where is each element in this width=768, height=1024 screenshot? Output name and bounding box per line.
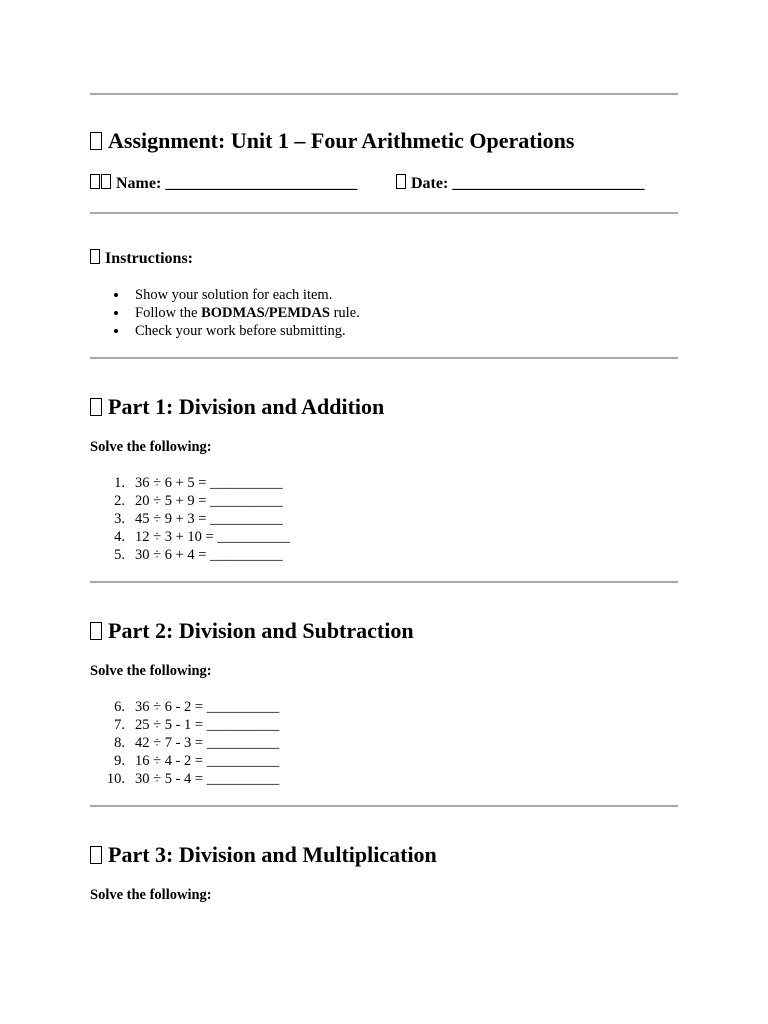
part-1-prompt: Solve the following: xyxy=(90,439,212,455)
date-field xyxy=(396,174,644,193)
bullet-icon xyxy=(114,293,118,297)
list-item: 9. 16 ÷ 4 - 2 = __________ xyxy=(114,753,280,769)
list-item: 7. 25 ÷ 5 - 1 = __________ xyxy=(114,717,280,733)
name-label: Name: ________________________ xyxy=(116,175,358,192)
missing-emoji-icon xyxy=(90,622,102,640)
missing-emoji-icon xyxy=(396,174,406,189)
divider xyxy=(90,357,678,359)
part-3-prompt: Solve the following: xyxy=(90,887,212,903)
part-1-title: Part 1: Division and Addition xyxy=(90,394,384,420)
divider xyxy=(90,805,678,807)
missing-emoji-icon xyxy=(90,398,102,416)
list-item: 5. 30 ÷ 6 + 4 = __________ xyxy=(114,547,283,563)
missing-emoji-icon xyxy=(90,249,100,264)
name-field xyxy=(90,174,357,193)
list-item: 10. 30 ÷ 5 - 4 = __________ xyxy=(106,771,280,787)
list-item: 2. 20 ÷ 5 + 9 = __________ xyxy=(114,493,283,509)
part-2-prompt: Solve the following: xyxy=(90,663,212,679)
part-1-problems xyxy=(90,474,290,564)
part-3-title: Part 3: Division and Multiplication xyxy=(90,842,437,868)
instructions-list xyxy=(90,286,360,340)
list-item: 8. 42 ÷ 7 - 3 = __________ xyxy=(114,735,280,751)
date-label: Date: ________________________ xyxy=(411,175,645,192)
part-2-problems xyxy=(90,698,279,788)
divider xyxy=(90,581,678,583)
divider xyxy=(90,212,678,214)
list-item: 6. 36 ÷ 6 - 2 = __________ xyxy=(114,699,280,715)
list-item: 3. 45 ÷ 9 + 3 = __________ xyxy=(114,511,283,527)
list-item: Follow the BODMAS/PEMDAS rule. xyxy=(90,304,360,322)
missing-emoji-icon xyxy=(90,132,102,150)
page-title: Assignment: Unit 1 – Four Arithmetic Operations xyxy=(90,128,574,154)
list-item: Show your solution for each item. xyxy=(90,286,360,304)
missing-emoji-icon xyxy=(90,846,102,864)
bullet-icon xyxy=(114,329,118,333)
list-item: Check your work before submitting. xyxy=(90,322,360,340)
instructions-heading: Instructions: xyxy=(90,249,193,268)
missing-emoji-icon xyxy=(90,174,100,189)
bullet-icon xyxy=(114,311,118,315)
list-item: 1. 36 ÷ 6 + 5 = __________ xyxy=(114,475,283,491)
part-2-title: Part 2: Division and Subtraction xyxy=(90,618,414,644)
list-item: 4. 12 ÷ 3 + 10 = __________ xyxy=(114,529,290,545)
missing-emoji-icon xyxy=(101,174,111,189)
divider xyxy=(90,93,678,95)
